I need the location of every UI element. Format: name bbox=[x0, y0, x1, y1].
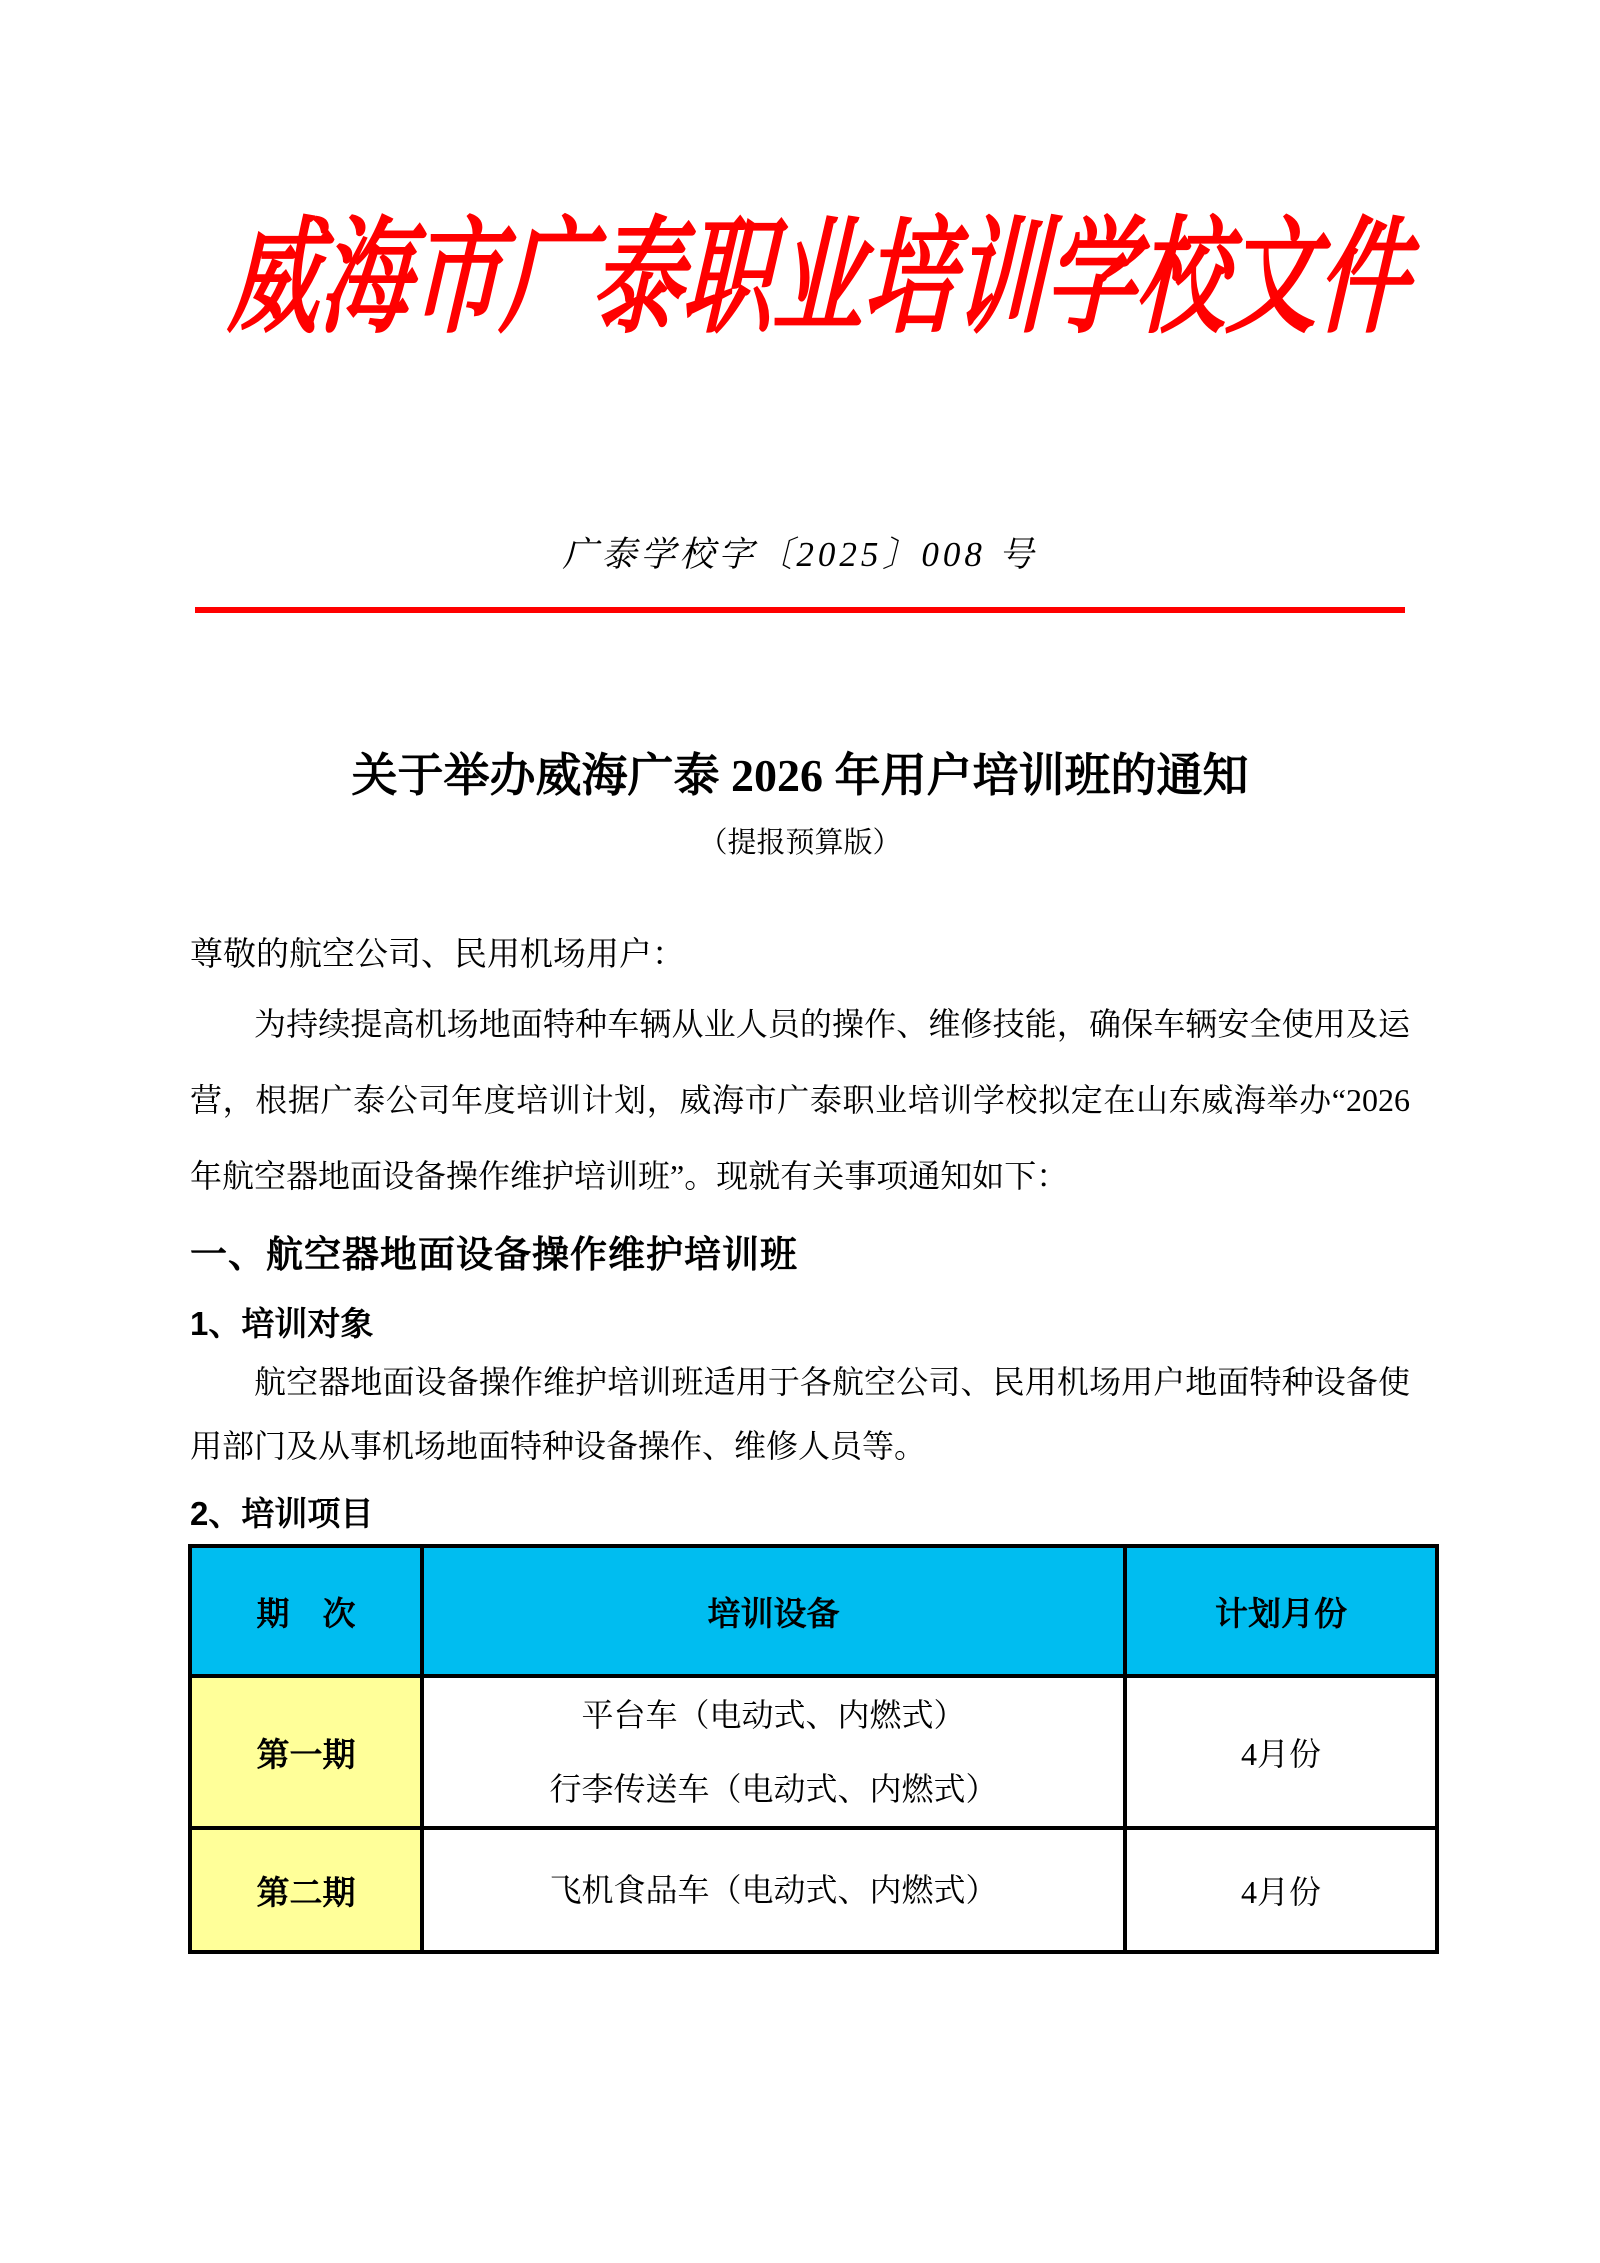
training-target-heading: 1、培训对象 bbox=[190, 1305, 374, 1342]
table-header-row bbox=[190, 1546, 1437, 1676]
period-cell: 第一期 bbox=[190, 1676, 422, 1828]
training-schedule-table bbox=[188, 1544, 1439, 1954]
equipment-line: 平台车（电动式、内燃式） bbox=[581, 1697, 966, 1733]
equipment-line: 行李传送车（电动式、内燃式） bbox=[549, 1771, 998, 1807]
document-number: 广泰学校字〔2025〕008 号 bbox=[562, 535, 1038, 574]
month-cell: 4月份 bbox=[1125, 1676, 1437, 1828]
equipment-line: 飞机食品车（电动式、内燃式） bbox=[549, 1872, 998, 1908]
training-target-paragraph: 航空器地面设备操作维护培训班适用于各航空公司、民用机场用户地面特种设备使用部门及从事机场地面特种设备操作、维修人员等。 bbox=[190, 1364, 1410, 1464]
training-items-heading: 2、培训项目 bbox=[190, 1495, 374, 1532]
document-body bbox=[0, 745, 1600, 1954]
table-row bbox=[190, 1676, 1437, 1828]
equipment-cell bbox=[422, 1828, 1125, 1952]
section-1-heading: 一、航空器地面设备操作维护培训班 bbox=[190, 1234, 798, 1275]
month-cell: 4月份 bbox=[1125, 1828, 1437, 1952]
letterhead-banner bbox=[0, 0, 1600, 347]
notice-subtitle: （提报预算版） bbox=[698, 827, 902, 859]
period-cell: 第二期 bbox=[190, 1828, 422, 1952]
col-header-month: 计划月份 bbox=[1125, 1546, 1437, 1676]
col-header-equipment: 培训设备 bbox=[422, 1546, 1125, 1676]
table-row bbox=[190, 1828, 1437, 1952]
salutation-line: 尊敬的航空公司、民用机场用户： bbox=[190, 937, 685, 973]
letterhead-title: 威海市广泰职业培训学校文件 bbox=[225, 210, 1413, 349]
intro-paragraph: 为持续提高机场地面特种车辆从业人员的操作、维修技能，确保车辆安全使用及运营，根据广泰公司年度培训计划，威海市广泰职业培训学校拟定在山东威海举办“2026 年航空器地面设备操作维护培训班”。现就有关事项通知如下： bbox=[190, 1006, 1410, 1194]
col-header-period: 期 次 bbox=[190, 1546, 422, 1676]
equipment-cell bbox=[422, 1676, 1125, 1828]
notice-title: 关于举办威海广泰 2026 年用户培训班的通知 bbox=[351, 750, 1249, 801]
red-divider-line bbox=[195, 607, 1405, 613]
